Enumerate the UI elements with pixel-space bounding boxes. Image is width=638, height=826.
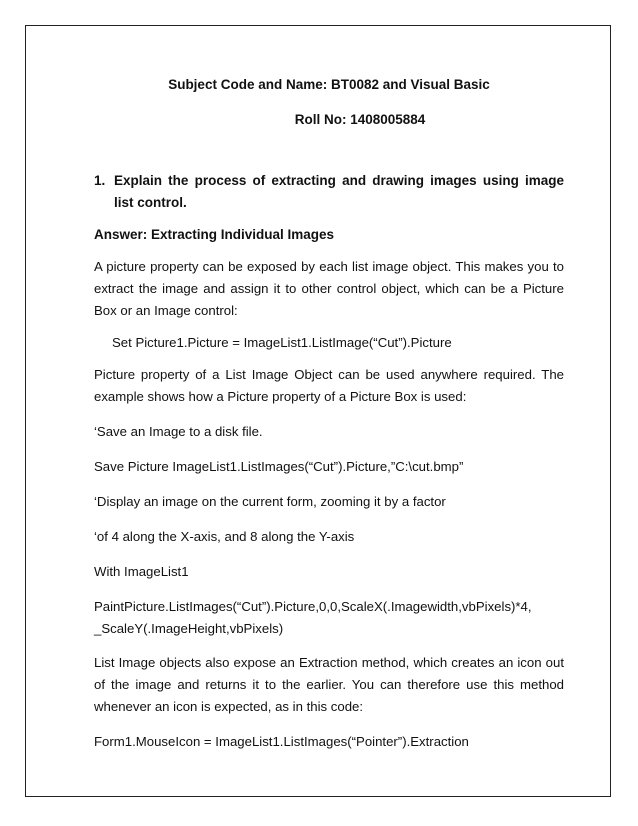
paragraph-picture-property: Picture property of a List Image Object can be used anywhere required. The example shows how a Picture property of a Picture Box is used: <box>94 367 564 404</box>
code-line-set-picture: Set Picture1.Picture = ImageList1.ListImage(“Cut”).Picture <box>112 335 452 350</box>
subject-heading: Subject Code and Name: BT0082 and Visual Basic <box>168 77 490 92</box>
paragraph-extraction: List Image objects also expose an Extraction method, which creates an icon out of the image and returns it to the earlier. You can therefore use this method whenever an icon is expected, as in this code: <box>94 655 564 714</box>
paragraph-intro: A picture property can be exposed by each list image object. This makes you to extract the image and assign it to other control object, which can be a Picture Box or an Image control: <box>94 259 564 318</box>
code-line-save-picture: Save Picture ImageList1.ListImages(“Cut”).Picture,”C:\cut.bmp” <box>94 459 464 474</box>
comment-display: ‘Display an image on the current form, zooming it by a factor <box>94 494 446 509</box>
code-line-paint-2: _ScaleY(.ImageHeight,vbPixels) <box>94 621 284 636</box>
comment-axis: ‘of 4 along the X-axis, and 8 along the Y-axis <box>94 529 355 544</box>
comment-save: ‘Save an Image to a disk file. <box>94 424 263 439</box>
document-body <box>94 70 564 753</box>
code-line-with: With ImageList1 <box>94 564 189 579</box>
question-text: Explain the process of extracting and drawing images using image list control. <box>114 173 564 210</box>
question-number: 1. <box>94 173 106 188</box>
roll-number: Roll No: 1408005884 <box>294 112 426 127</box>
answer-heading: Answer: Extracting Individual Images <box>94 227 335 242</box>
code-line-paint-1: PaintPicture.ListImages(“Cut”).Picture,0,0,ScaleX(.Imagewidth,vbPixels)*4, <box>94 599 532 614</box>
code-line-mouseicon: Form1.MouseIcon = ImageList1.ListImages(“Pointer”).Extraction <box>94 734 469 749</box>
question <box>94 170 564 214</box>
